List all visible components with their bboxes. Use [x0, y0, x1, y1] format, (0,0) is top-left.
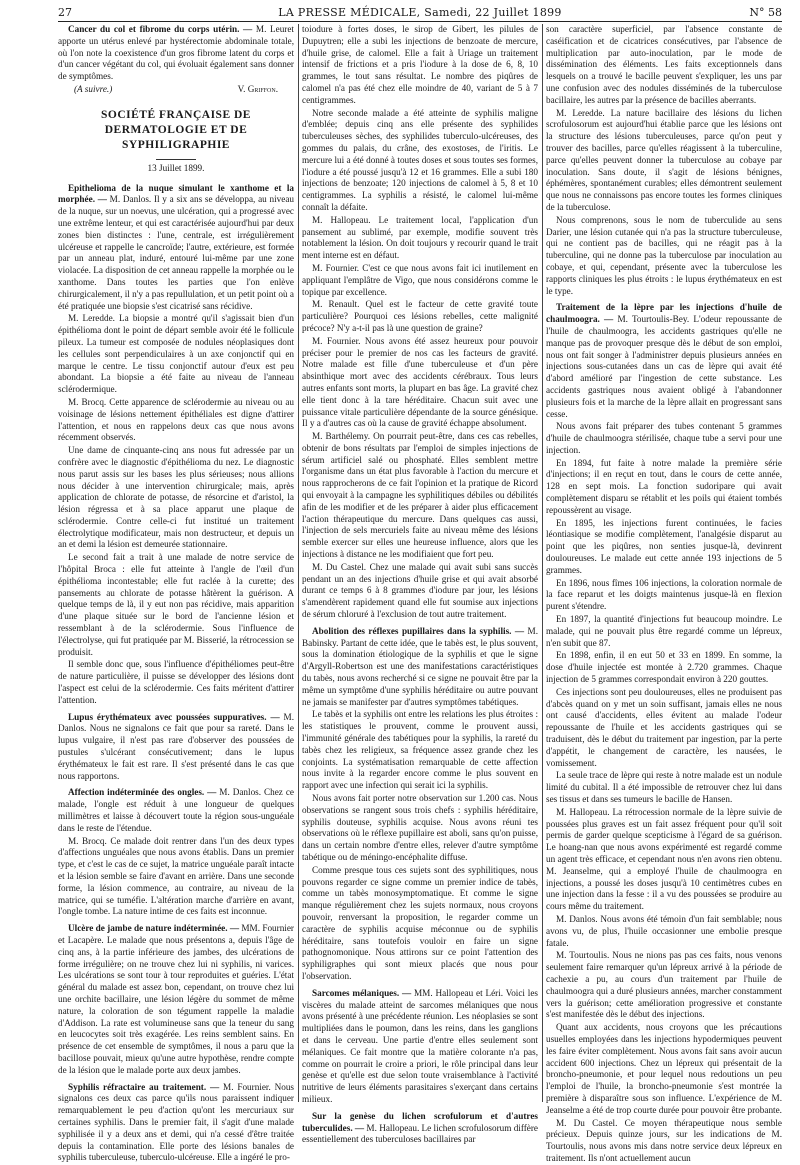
paragraph — [302, 1111, 538, 1146]
paragraph: M. Du Castel. Chez une malade qui avait subi sans succès pendant un an des injections d'huile grise et qui avait absorbé durant ce temps 6 à 8 grammes d'iodure par jour, les lésions s'amendèrent rapidement quand elle fut soumise aux injections de sérum chloruré à l'exclusion de tout autre traitement. — [302, 561, 538, 620]
column-2 — [302, 24, 539, 1145]
paragraph-text: M. Hallopeau. Le lichen scrofulosorum diffère essentiellement des tuberculoses bacillaires par — [302, 1122, 539, 1145]
paragraph: La seule trace de lèpre qui reste à notre malade est un nodule limité du cubital. Il a été impossible de retrouver chez lui dans ses tissus et dans ses tumeurs le bacille de Hansen. — [546, 770, 782, 804]
paragraph: En 1898, enfin, il en eut 50 et 33 en 1899. En somme, la dose d'huile injectée est montée à 2.720 grammes. Chaque injection de 5 grammes correspondait environ à 220 gouttes. — [546, 650, 782, 685]
section-heading: Syphilis réfractaire au traitement. — — [68, 1081, 220, 1092]
section-heading: Lupus érythémateux avec poussées suppuratives. — — [68, 711, 280, 722]
author-signature: V. Griffon. — [237, 83, 278, 94]
paragraph — [58, 1082, 294, 1165]
paragraph: En 1896, nous fîmes 106 injections, la coloration normale de la face reparut et les doigts maintenus jusque-là en flexion purent s'étendre. — [546, 577, 782, 612]
paragraph-text: M. Danlos. Nous ne signalons ce fait que pour sa rareté. Dans le lupus vulgaire, il n'est pas rare d'observer des poussées de pustules s'ulcérant consécutivement; dans le lupus érythémateux le fait est rare. Il s'est présenté dans le cas que nous rapportons. — [58, 711, 294, 781]
paragraph: Le second fait a trait à une malade de notre service de l'hôpital Broca : elle fut atteinte à l'angle de l'œil d'un épithélioma incontestable; elle fut raclée à la curette; des pansements au chlorate de potasse hâtèrent la guérison. A quelque temps de là, il y eut non pas récidive, mais apparition d'une plaque située sur le bord de l'ancienne lésion et ressemblant à de la sclérodermie. Sous l'influence de l'électrolyse, qui fut pratiquée par M. Bisserié, la rétrocession se produisit. — [58, 552, 294, 657]
page-number: 27 — [58, 6, 72, 19]
paragraph: Ces injections sont peu douloureuses, elles ne produisent pas d'abcès quand on y met un soin suffisant, jamais elles ne nous ont causé d'accidents, elles évitent au malade l'odeur repoussante de l'huile et les accidents gastriques qui se traduisent, dès le début du traitement par ingestion, par la perte d'appétit, le changement de caractère, les nausées, le vomissement. — [546, 686, 782, 768]
paragraph — [58, 183, 294, 313]
paragraph: M. Danlos. Nous avons été témoin d'un fait semblable; nous avons vu, de plus, l'huile occasionner une embolie presque fatale. — [546, 913, 782, 948]
section-heading: Traitement de la lèpre par les injections d'huile de chaulmoogra. — — [546, 302, 782, 325]
section-heading: Epithelioma de la nuque simulant le xanthome et la morphée. — — [58, 182, 294, 205]
paragraph-text: M. Danlos. Chez ce malade, l'ongle est réduit à une longueur de quelques millimètres et laisse à découvert toute la région sous-unguéale dans le reste de l'étendue. — [58, 787, 294, 833]
paragraph: M. Fournier. C'est ce que nous avons fait ici inutilement en appliquant l'emplâtre de Vigo, que nous considérons comme le topique par excellence. — [302, 262, 538, 297]
paragraph: M. Hallopeau. Le traitement local, l'application d'un pansement au sublimé, par exemple, modifie souvent très notablement la lésion. On doit toujours y recourir quand le trait ment interne est en défaut. — [302, 214, 538, 261]
paragraph: Il semble donc que, sous l'influence d'épithéliomes peut-être de nature particulière, il puisse se développer des lésions dont l'aspect est celui de la sclérodermie. Ces faits méritent d'attirer l'attention. — [58, 659, 294, 705]
paragraph: Quant aux accidents, nous croyons que les précautions usuelles employées dans les injections hypodermiques peuvent les faire éviter complètement. Nous avons fait sans avoir aucun accident 600 injections. Chez un lépreux qui présentait de la broncho-pneumonie, et pour lequel nous redoutions un peu l'emploi de l'huile, la broncho-pneumonie s'est montrée la première à disparaître sous son influence. L'expérience de M. Jeanselme a été de trop courte durée pour pouvoir être probante. — [546, 1022, 782, 1115]
paragraph — [58, 712, 294, 783]
paragraph-text: M. Fournier. Nous signalons ces deux cas parce qu'ils nous paraissent indiquer remarquablement le peu d'action qu'ont les mercuriaux sur certaines syphilis. Dans le premier fait, il s'agit d'une malade syphilisée il y a deux ans et demi, qui n'a cessé d'être traitée depuis la contamination. Elle porte des lésions banales de syphilis tuberculeuse, tuberculo-ulcéreuse. Elle a ingéré le pro- — [58, 1081, 294, 1163]
paragraph: Une dame de cinquante-cinq ans nous fut adressée par un confrère avec le diagnostic d'épithélioma du nez. Le diagnostic nous parut assis sur les bases les plus sérieuses; nous allions nous décider à une intervention chirurgicale; mais, après application de chlorate de potasse, de résorcine et d'aristol, la lésion régressa et à sa place apparut une plaque de sclérodermie. Contre celle-ci fut institué un traitement électrolytique modificateur, mais non destructeur, et depuis un an et demi la lésion est demeurée stationnaire. — [58, 445, 294, 550]
paragraph: Comme presque tous ces sujets sont des syphilitiques, nous pouvons regarder ce signe comme un premier indice de tabès, comme un tabès monosymptomatique. Et comme le signe manque régulièrement chez les sujets normaux, nous croyons pouvoir, renversant la proposition, le regarder comme un caractère de syphilis acquise méconnue ou de syphilis héréditaire, sans toutefois vouloir en faire un signe pathognomonique. Nous attirons sur ce point l'attention des syphiligraphes qui sont mieux placés que nous pour l'observation. — [302, 864, 538, 981]
paragraph: M. Barthélemy. On pourrait peut-être, dans ces cas rebelles, obtenir de bons résultats par l'emploi de simples injections de sérum artificiel salé ou phosphaté. Elles semblent mettre l'organisme dans un état plus favorable à l'action du mercure et nous rapprocherons de ce fait l'opinion et la pratique de Ricord qui envoyait à la campagne les syphilitiques débiles ou débilités afin de les modifier et de les préparer à aider plus efficacement l'action thérapeutique du mercure. Dans quelques cas aussi, l'injection de sels mercuriels faite au niveau même des lésions semble exercer sur elles une heureuse influence, alors que les injections à distance ne les modifiaient que fort peu. — [302, 431, 538, 560]
paragraph-text: MM. Fournier et Lacapère. Le malade que nous présentons a, depuis l'âge de cinq ans, à la partie inférieure des jambes, des ulcérations de forme irrégulière; on ne trouve chez lui ni syphilis, ni varices. Les ulcérations se sont tour à tour reproduites et guéries. L'état général du malade est assez bon, cependant, on trouve chez lui une orchite bacillaire, une lésion légère du sommet de même nature, la coloration de son tégument rappelle la maladie d'Addison. La rate est volumineuse sans que la teneur du sang en leucocytes soit très exagérée. Les reins semblent sains. En présence de cet ensemble de symptômes, il nous a paru que la bacillose pouvait, mieux qu'une autre hypothèse, rendre compte de la lésion que le malade porte aux deux jambes. — [58, 923, 294, 1075]
section-heading: Cancer du col et fibrome du corps utérin. — — [68, 24, 253, 34]
paragraph: M. Hallopeau. La rétrocession normale de la lèpre suivie de poussées plus graves est un fait assez fréquent pour qu'il soit permis de garder quelque scepticisme à l'égard de sa guérison. Le hoang-nan que nous avons expérimenté est regardé comme un agent très efficace, et cependant nous n'en avons rien obtenu. M. Jeanselme, qui a employé l'huile de chaulmoogra en injections, a poussé les doses jusqu'à 10 centimètres cubes en une injection dans la fesse : il a vu des poussées se produire au cours même du traitement. — [546, 806, 782, 912]
section-heading: Affection indéterminée des ongles. — — [68, 787, 217, 798]
paragraph: son caractère superficiel, par l'absence constante de caséification et de cicatrices consécutives, par l'absence de multiplication par auto-inoculation, par le mode de dissémination des éléments. Les faits exceptionnels dans lesquels on a trouvé le bacille peuvent s'expliquer, les uns par une confusion avec des nodules disséminés de la tuberculose bacillaire, les autres par la présence de bacilles aberrants. — [546, 24, 782, 105]
section-heading: Sur la genèse du lichen scrofulorum et d'autres tuberculides. — — [302, 1110, 538, 1133]
paragraph: Le tabès et la syphilis ont entre les relations les plus étroites : les statistiques le prouvent, comme le prouvent aussi, l'immunité générale des tabétiques pour la syphilis, la rareté du tabès chez les religieux, sa fréquence assez grande chez les conjoints. La systématisation remarquable de cette affection nous invite à la regarder encore comme le plus souvent en rapport avec une infection qui serait ici la syphilis. — [302, 709, 538, 791]
paragraph-text: M. Tourtoulis-Bey. L'odeur repoussante de l'huile de chaulmoogra, les accidents gastriques qu'elle ne manque pas de provoquer presque dès le début de son emploi, nous ont fait songer à l'administrer depuis plusieurs années en injections sous-cutanées dans un cas de lèpre qui avait été d'abord amélioré par l'ingestion de cette substance. Les accidents gastriques nous avaient obligé à l'abandonner plusieurs fois et la marche de la lèpre allait en progressant sans cesse. — [546, 314, 782, 419]
paragraph: Nous avons fait porter notre observation sur 1.200 cas. Nous observations se rangent sous trois chefs : syphilis héréditaire, syphilis douteuse, syphilis acquise. Nous avons réuni tes observations où le réflexe pupillaire est aboli, sans qu'on puisse, dans un certain nombre d'entre elles, relever d'autre symptôme tabétique ou de méningo-encéphalite diffuse. — [302, 793, 538, 862]
section-heading: Ulcère de jambe de nature indéterminée. — — [68, 923, 240, 934]
section-heading: Sarcomes mélaniques. — — [312, 987, 412, 998]
paragraph: M. Leredde. La biopsie a montré qu'il s'agissait bien d'un épithélioma dont le point de départ semble avoir été le follicule pileux. La tumeur est composée de nodules néoplasiques dont les cellules sont perpendiculaires à un axe conjonctif qui en marque le centre. Le tissu conjonctif autour d'eux est peu abondant. La biopsie a été faite au niveau de l'anneau sclérodermique. — [58, 313, 294, 395]
paragraph: M. Brocq. Ce malade doit rentrer dans l'un des deux types d'affections unguéales que nous avons établis. Dans un premier type, et c'est le cas de ce sujet, la matrice unguéale paraît intacte et la lésion semble se faire d'avant en arrière. Dans une seconde forme, la lésion commence, au contraire, au niveau de la matrice, qui se tuméfie. L'altération marche d'arrière en avant, l'ongle tombe. La nature intime de ces faits est inconnue. — [58, 835, 294, 917]
paragraph: Notre seconde malade a été atteinte de syphilis maligne d'emblée; depuis cinq ans elle présente des syphilides tuberculeuses sèches, des syphilides tuberculo-ulcéreuses, des gommes du palais, du crâne, des exostoses, de l'iritis. Le mercure lui a été donné à toutes doses et sous toutes ses formes, l'iodure a été poussé jusqu'à 12 et 16 grammes. Elle a subi 180 injections de benzoate; 120 injections de calomel à 5, 8 et 10 centigrammes. La syphilis a résisté, le calomel lui-même connaît la défaite. — [302, 107, 538, 212]
paragraph: M. Fournier. Nous avons été assez heureux pour pouvoir préciser pour le premier de nos cas les facteurs de gravité. Notre malade est fille d'une tuberculeuse et d'un père absinthique mort avec des accidents cérébraux. Tous leurs autres enfants sont morts, la plupart en bas âge. La gravité chez elle tient donc à la tare héréditaire. Chacun suit avec une puissance vitale particulière dépendante de la source génésique. Il y a d'autres cas où la cause de gravité échappe absolument. — [302, 335, 538, 429]
paragraph-text: M. Babinsky. Partant de cette idée, que le tabès est, le plus souvent, sous la domination étiologique de la syphilis et que le signe d'Argyll-Robertson est une des manifestations caractéristiques du tabès, nous avons recherché si ce signe ne pouvait être par la même un symptôme d'une syphilis héréditaire ou autre pouvant ne jamais se manifester par d'autres symptômes tabétiques. — [302, 625, 538, 707]
paragraph: En 1897, la quantité d'injections fut beaucoup moindre. Le malade, qui ne pouvait plus être regardé comme un lépreux, n'en subit que 87. — [546, 614, 782, 648]
paragraph: M. Du Castel. Ce moyen thérapeutique nous semble précieux. Depuis quinze jours, sur les indications de M. Tourtoulis, nous avons mis dans notre service deux lépreux en traitement. Ils n'ont actuellement aucun — [546, 1117, 782, 1163]
paragraph: Nous avons fait préparer des tubes contenant 5 grammes d'huile de chaulmoogra stérilisée, chaque tube a servi pour une injection. — [546, 421, 782, 455]
paragraph-text: M. Danlos. Il y a six ans se développa, au niveau de la nuque, sur un noevus, une ulcération, qui a progressé avec une extrême lenteur, et qui est caractérisée aujourd'hui par deux zones bien distinctes : l'une, centrale, est irrégulièrement ulcéreuse et rappelle le cancroïde; l'autre, extérieure, est formée par un anneau plat, induré, entouré lui-même par une zone violacée. La disposition de cet anneau rappelle la morphée ou le xanthome. Dans toutes les parties que l'on enlève chirurgicalement, il n'y a pas repullulation, et un petit point où a été pratiquée une biopsie s'est cicatrisé sans récidive. — [58, 194, 294, 311]
paragraph: M. Tourtoulis. Nous ne nions pas pas ces faits, nous venons seulement faire remarquer qu'un lépreux arrivé à la période de cachexie a pu, au cours d'un traitement par l'huile de chaulmoogra qui a duré plusieurs années, marcher constamment vers la guérison; cette amélioration progressive et constante s'est manifestée dès le début des injections. — [546, 950, 782, 1020]
paragraph-text: MM. Hallopeau et Léri. Voici les viscères du malade atteint de sarcomes mélaniques que nous avons présenté à une précédente réunion. Les néoplasies se sont multipliées dans le poumon, dans les reins, dans les ganglions et dans le cerveau. Une partie d'entre elles seulement sont mélaniques. Ce fait montre que la matière colorante n'a pas, comme on pourrait le croire a priori, le rôle principal dans leur genèse et qu'elle est due selon toute vraisemblance à l'activité nutritive de leurs éléments parasitaires s'exerçant dans certains milieux. — [302, 987, 538, 1104]
paragraph-text: M. Leuret apporte un utérus enlevé par hystérectomie abdominale totale, où l'on note la coexistence d'un gros fibrome latent du corps et d'un cancer végétant du col, qui évoluait également sans donner de symptômes. — [58, 24, 294, 82]
paragraph — [302, 988, 538, 1106]
paragraph: En 1894, fut faite à notre malade la première série d'injections; il en reçut en tout, dans le cours de cette année, 128 en sept mois. La fonction sudoripare qui avait complètement disparu se rétablit et les poils qui étaient tombés repoussèrent au visage. — [546, 457, 782, 515]
header-rule — [58, 21, 782, 22]
column-divider — [298, 24, 299, 1102]
title-rule — [156, 159, 196, 160]
column-3 — [546, 24, 782, 1163]
paragraph — [302, 626, 538, 709]
section-heading: Abolition des réflexes pupillaires dans la syphilis. — — [312, 625, 525, 636]
paragraph: M. Leredde. La nature bacillaire des lésions du lichen scrofulosorum est aujourd'hui établie parce que les lésions ont la structure des lésions tuberculeuses, parce qu'on peut y trouver des bacilles, parce qu'elles réagissent à la tuberculine, parce qu'elles peuvent donner la tuberculose au cobaye par inoculation. Sans doute, il s'agit de lésions bénignes, éphémères, spontanément curables; elles démontrent seulement que nous ne connaissons pas encore toutes les formes cliniques de la tuberculose. — [546, 107, 782, 212]
society-title: SOCIÉTÉ FRANÇAISE DE DERMATOLOGIE ET DE SYPHILIGRAPHIE — [101, 108, 251, 151]
paragraph: toiodure à fortes doses, le sirop de Gibert, les pilules de Dupuytren; elle a subi les injections de benzoate de mercure, d'huile grise, de calomel. Elle a fait à Uriage un traitement intensif de frictions et a pris l'iodure à la dose de 6, 8, 10 grammes, le tout sans résultat. Le nombre des piqûres de calomel n'a pas été chez elle moindre de 40, variant de 5 à 7 centigrammes. — [302, 24, 538, 105]
column-1 — [58, 24, 294, 1163]
running-header — [58, 6, 782, 20]
column-divider — [542, 24, 543, 1102]
paragraph — [58, 923, 294, 1076]
journal-title-date: LA PRESSE MÉDICALE, Samedi, 22 Juillet 1899 — [278, 6, 562, 19]
paragraph: En 1895, les injections furent continuées, le facies léontiasique se modifie complètement, l'analgésie disparut au point que les piqûres, non senties jusque-là, devinrent douloureuses. Le malade eut cette année 193 injections de 5 grammes. — [546, 517, 782, 575]
paragraph: M. Brocq. Cette apparence de sclérodermie au niveau ou au voisinage de lésions nettement épithéliales est digne d'attirer l'attention, et nous en rappelons deux cas que nous avons récemment observés. — [58, 396, 294, 443]
paragraph — [58, 24, 294, 83]
paragraph: M. Renault. Quel est le facteur de cette gravité toute particulière? Pourquoi ces lésions rebelles, cette malignité précoce? N'y a-t-il pas là une question de graine? — [302, 299, 538, 333]
session-date: 13 Juillet 1899. — [147, 162, 205, 173]
paragraph — [58, 787, 294, 834]
newspaper-page — [58, 0, 782, 1163]
issue-number: N° 58 — [749, 6, 782, 19]
paragraph: Nous comprenons, sous le nom de tuberculide au sens Darier, une lésion cutanée qui n'a pas la structure tuberculeuse, qui ne contient pas de bacilles, qui ne réagit pas à la tuberculine, qui ne donne pas la tuberculose par inoculation au cobaye, et qui, cependant, présente avec la tuberculose les rapports cliniques les plus étroits : le lupus érythémateux en est le type. — [546, 214, 782, 296]
signature-line — [58, 84, 294, 96]
paragraph — [546, 302, 782, 420]
to-be-continued: (A suivre.) — [74, 83, 113, 94]
